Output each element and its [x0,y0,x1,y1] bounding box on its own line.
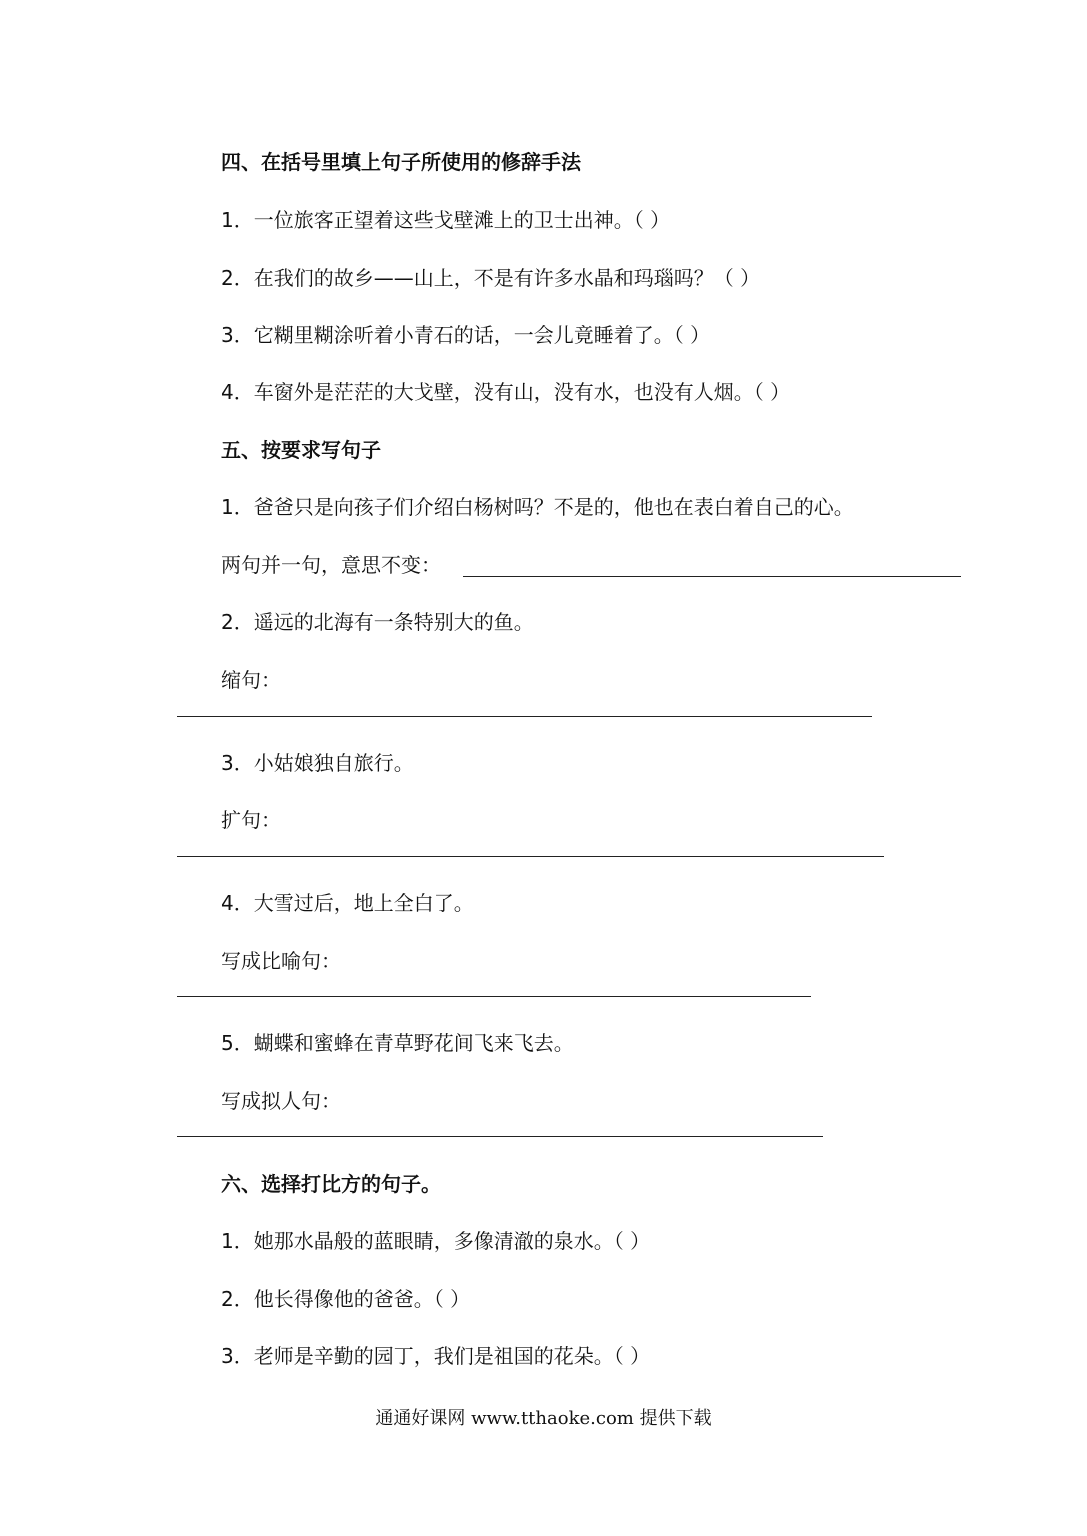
section-5-question-3-prompt: 扩句： [221,808,281,832]
section-5-question-3: 3．小姑娘独自旅行。 [221,751,414,775]
section-5-question-2: 2．遥远的北海有一条特别大的鱼。 [221,610,534,634]
section-5-question-5-prompt: 写成拟人句： [221,1089,341,1113]
answer-line-1 [463,576,961,577]
page-footer: 通通好课网 www.tthaoke.com 提供下载 [375,1408,712,1429]
section-6-item-2: 2．他长得像他的爸爸。（ ） [221,1287,471,1311]
section-4-heading: 四、在括号里填上句子所使用的修辞手法 [221,150,581,174]
answer-line-5 [177,1136,823,1137]
section-6-item-3: 3．老师是辛勤的园丁，我们是祖国的花朵。（ ） [221,1344,651,1368]
section-4-item-1: 1．一位旅客正望着这些戈壁滩上的卫士出神。（ ） [221,208,671,232]
section-5-question-4: 4．大雪过后，地上全白了。 [221,891,474,915]
section-5-question-4-prompt: 写成比喻句： [221,949,341,973]
answer-line-4 [177,996,811,997]
answer-line-3 [177,856,884,857]
section-5-question-1: 1．爸爸只是向孩子们介绍白杨树吗？不是的，他也在表白着自己的心。 [221,495,854,519]
section-5-question-1-prompt: 两句并一句，意思不变： [221,553,441,577]
section-4-item-4: 4．车窗外是茫茫的大戈壁，没有山，没有水，也没有人烟。（ ） [221,380,791,404]
section-5-heading: 五、按要求写句子 [221,438,381,462]
section-5-question-5: 5．蝴蝶和蜜蜂在青草野花间飞来飞去。 [221,1031,574,1055]
section-6-item-1: 1．她那水晶般的蓝眼睛，多像清澈的泉水。（ ） [221,1229,651,1253]
section-6-heading: 六、选择打比方的句子。 [221,1172,441,1196]
section-4-item-3: 3．它糊里糊涂听着小青石的话，一会儿竟睡着了。（ ） [221,323,711,347]
section-4-item-2: 2．在我们的故乡——山上，不是有许多水晶和玛瑙吗？（ ） [221,266,761,290]
answer-line-2 [177,716,872,717]
section-5-question-2-prompt: 缩句： [221,668,281,692]
